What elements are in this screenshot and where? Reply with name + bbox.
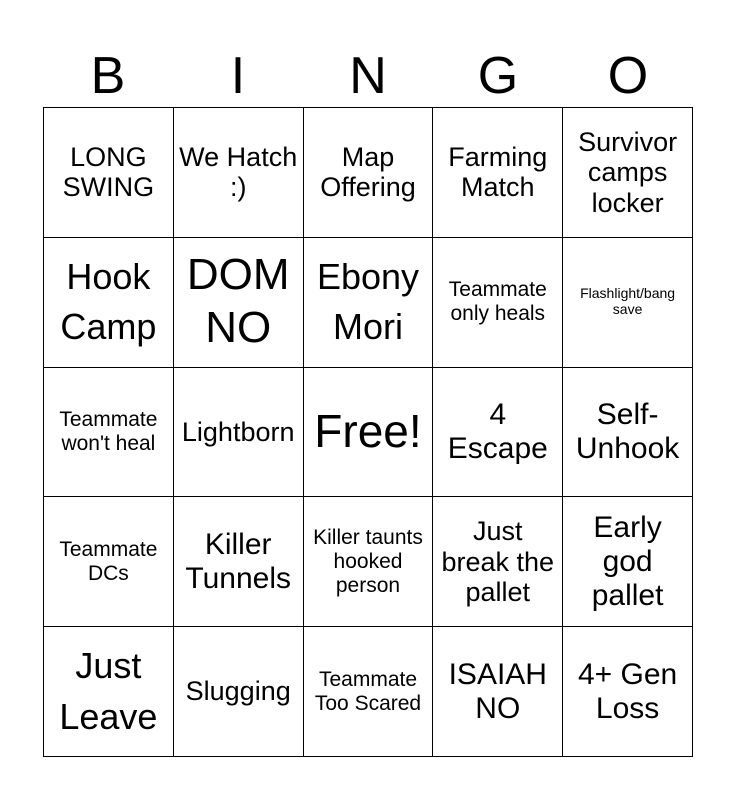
bingo-cell[interactable]: LONG SWING (44, 108, 174, 238)
bingo-cell[interactable]: Just Leave (44, 627, 174, 757)
bingo-cell[interactable]: Teammate only heals (433, 238, 563, 368)
bingo-cell[interactable]: Survivor camps locker (563, 108, 693, 238)
bingo-cell[interactable]: ISAIAH NO (433, 627, 563, 757)
bingo-cell[interactable]: Map Offering (304, 108, 434, 238)
header-letter-b: B (90, 47, 126, 105)
header-letter-g: G (477, 47, 519, 105)
bingo-cell[interactable]: 4+ Gen Loss (563, 627, 693, 757)
bingo-cell[interactable]: Self-Unhook (563, 368, 693, 498)
bingo-cell[interactable]: DOM NO (174, 238, 304, 368)
header-letter-o: O (607, 47, 649, 105)
bingo-cell[interactable]: Just break the pallet (433, 497, 563, 627)
bingo-cell[interactable]: Teammate Too Scared (304, 627, 434, 757)
bingo-cell[interactable]: Teammate DCs (44, 497, 174, 627)
bingo-cell[interactable]: Slugging (174, 627, 304, 757)
bingo-cell[interactable]: We Hatch :) (174, 108, 304, 238)
bingo-cell[interactable]: Killer Tunnels (174, 497, 304, 627)
bingo-cell[interactable]: Hook Camp (44, 238, 174, 368)
bingo-cell[interactable]: Flashlight/bang save (563, 238, 693, 368)
bingo-cell[interactable]: Killer taunts hooked person (304, 497, 434, 627)
bingo-board (43, 107, 693, 757)
free-space-cell[interactable]: Free! (304, 368, 434, 498)
header-letter-n: N (349, 47, 387, 105)
header-letter-i: I (230, 47, 246, 105)
bingo-cell[interactable]: 4 Escape (433, 368, 563, 498)
bingo-cell[interactable]: Farming Match (433, 108, 563, 238)
bingo-cell[interactable]: Ebony Mori (304, 238, 434, 368)
bingo-cell[interactable]: Teammate won't heal (44, 368, 174, 498)
bingo-cell[interactable]: Lightborn (174, 368, 304, 498)
bingo-header (43, 46, 693, 106)
bingo-cell[interactable]: Early god pallet (563, 497, 693, 627)
